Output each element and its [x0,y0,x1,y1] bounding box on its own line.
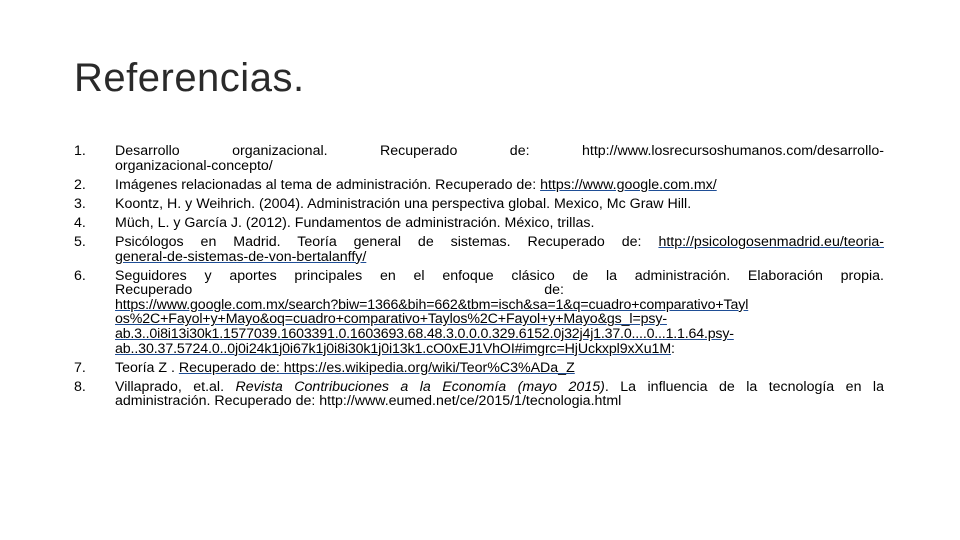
reference-item-2 [74,178,884,193]
reference-text [115,380,884,409]
reference-text-a: Villaprado, et.al. [115,378,236,395]
reference-line: Imágenes relacionadas al tema de administración. Recuperado de: [115,176,541,193]
reference-link[interactable]: os%2C+Fayol+y+Mayo&oq=cuadro+comparativo+Taylos%2C+Fayol+y+Mayo&gs_l=psy- [115,311,667,328]
reference-text [115,361,884,376]
reference-item-6 [74,269,884,357]
reference-item-7 [74,361,884,376]
reference-word: Recuperado [115,282,193,299]
reference-number: 7. [74,359,86,376]
reference-number: 8. [74,378,86,395]
reference-line [115,342,884,357]
reference-text: Koontz, H. y Weihrich. (2004). Administración una perspectiva global. Mexico, Mc Graw Hill. [115,195,692,212]
reference-text-b: . La influencia de la tecnología en la [604,378,884,395]
reference-link[interactable]: Recuperado de: https://es.wikipedia.org/wiki/Teor%C3%ADa_Z [178,359,575,376]
reference-number: 6. [74,267,86,284]
reference-text [115,235,884,264]
reference-line: organizacional-concepto/ [115,157,273,174]
reference-item-3 [74,197,884,212]
reference-text [115,144,884,173]
references-list [74,144,884,409]
reference-line [115,380,884,395]
reference-line: Teoría Z . [115,359,179,376]
reference-trail: : [671,340,675,357]
reference-link[interactable]: http://psicologosenmadrid.eu/teoria- [658,233,884,250]
reference-line: administración. Recuperado de: http://www.eumed.net/ce/2015/1/tecnologia.html [115,393,622,410]
reference-text [115,269,884,357]
reference-number: 3. [74,195,86,212]
reference-link[interactable]: https://www.google.com.mx/ [540,176,717,193]
reference-item-8 [74,380,884,409]
reference-italic: Revista Contribuciones a la Economía (mayo 2015) [235,378,605,395]
reference-item-4 [74,216,884,231]
reference-link[interactable]: ab.3..0i8i13i30k1.1577039.1603391.0.1603693.68.48.3.0.0.0.329.6152.0j32j4j1.37.0....0...1.1.64.psy- [115,326,734,343]
reference-number: 1. [74,143,86,159]
reference-word: de: [544,282,564,299]
reference-line [115,283,884,298]
reference-text: Müch, L. y García J. (2012). Fundamentos de administración. México, trillas. [115,214,595,231]
reference-number: 4. [74,214,86,231]
reference-link[interactable]: https://www.google.com.mx/search?biw=1366&bih=662&tbm=isch&sa=1&q=cuadro+comparativo+Tayl [115,296,749,313]
reference-link[interactable]: general-de-sistemas-de-von-bertalanffy/ [115,248,367,265]
reference-item-1 [74,144,884,173]
reference-line-text: Psicólogos en Madrid. Teoría general de sistemas. Recuperado de: [115,233,659,250]
reference-text [115,178,884,193]
reference-link[interactable]: ab..30.37.5724.0..0j0i24k1j0i67k1j0i8i30k1j0i13k1.cO0xEJ1VhOI#imgrc=HjUckxpl9xXu1M [115,340,672,357]
page-title: Referencias. [74,56,305,100]
reference-line [115,235,884,250]
reference-line: Seguidores y aportes principales en el enfoque clásico de la administración. Elaboración propia. [115,267,884,284]
reference-number: 5. [74,233,86,250]
reference-item-5 [74,235,884,264]
reference-number: 2. [74,176,86,193]
reference-line: Desarrollo organizacional. Recuperado de: http://www.losrecursoshumanos.com/desarrollo- [115,143,884,159]
